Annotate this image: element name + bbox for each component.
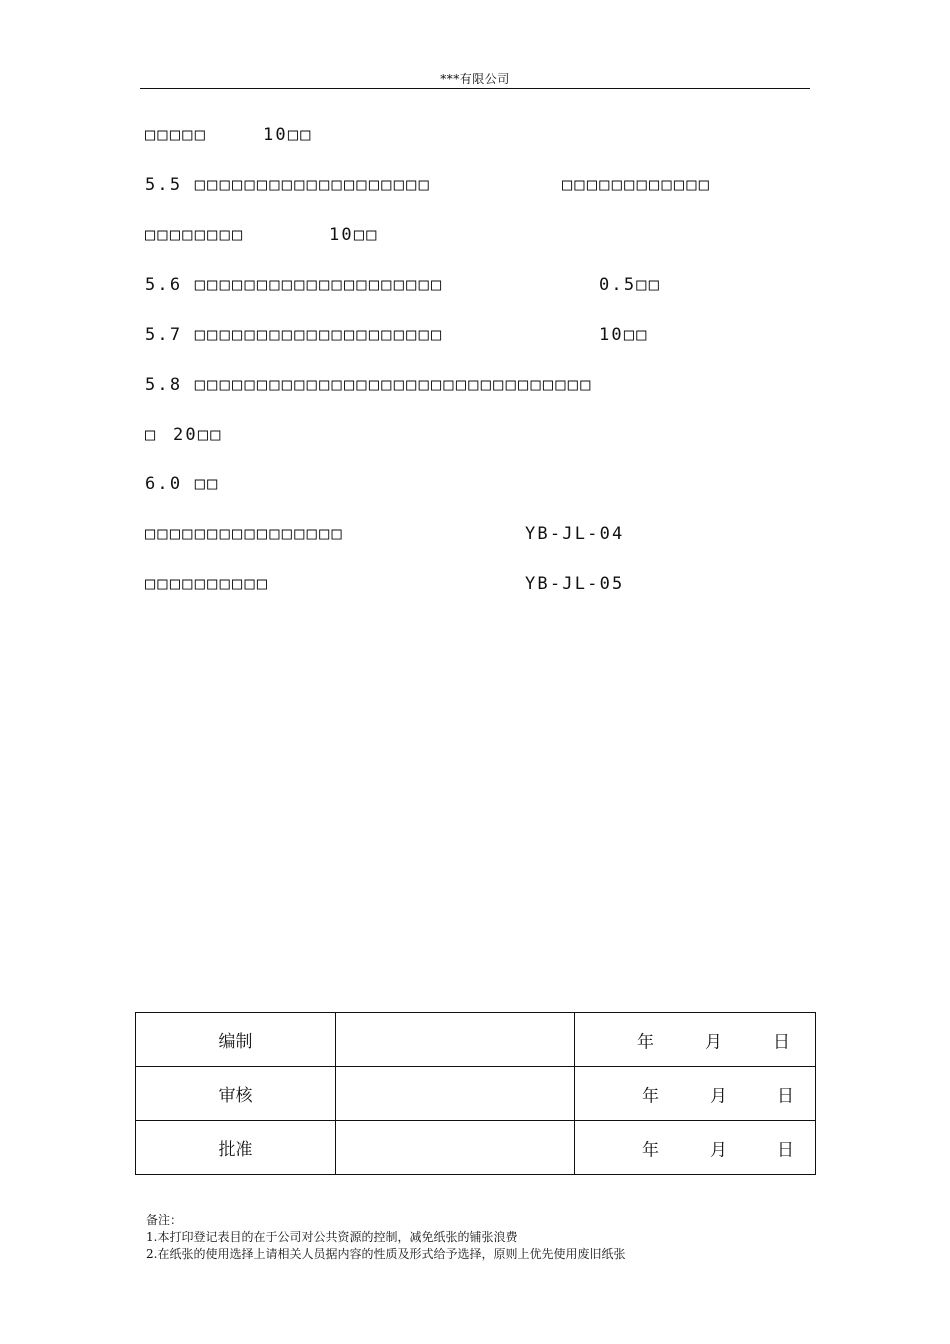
- record-code-04: YB-JL-04: [525, 524, 625, 544]
- day-label: 日: [777, 1086, 794, 1106]
- line-1-text: □□□□□: [145, 125, 208, 145]
- date-cell: [575, 1013, 816, 1067]
- signature-field: [336, 1013, 575, 1067]
- signature-row-compile: [136, 1013, 816, 1067]
- line-7-text: □: [145, 425, 158, 445]
- role-label: 编制: [136, 1013, 336, 1067]
- line-6-text: 5.8 □□□□□□□□□□□□□□□□□□□□□□□□□□□□□□□□: [145, 375, 593, 395]
- day-label: 日: [773, 1032, 790, 1052]
- header-divider: [140, 88, 810, 89]
- month-label: 月: [710, 1086, 727, 1106]
- line-4-value: 0.5□□: [599, 275, 662, 295]
- line-2-continuation: □□□□□□□□□□□□: [562, 175, 712, 195]
- date-cell: [575, 1121, 816, 1175]
- line-2-text: 5.5 □□□□□□□□□□□□□□□□□□□: [145, 175, 432, 195]
- date-cell: [575, 1067, 816, 1121]
- signature-row-review: [136, 1067, 816, 1121]
- year-label: 年: [642, 1086, 659, 1106]
- signature-field: [336, 1121, 575, 1175]
- line-3-text: □□□□□□□□: [145, 225, 245, 245]
- year-label: 年: [642, 1140, 659, 1160]
- day-label: 日: [777, 1140, 794, 1160]
- notes-title: 备注：: [146, 1213, 183, 1227]
- line-1-value: 10□□: [263, 125, 313, 145]
- line-5-value: 10□□: [599, 325, 649, 345]
- line-10-text: □□□□□□□□□□: [145, 574, 270, 594]
- line-4-text: 5.6 □□□□□□□□□□□□□□□□□□□□: [145, 275, 444, 295]
- month-label: 月: [705, 1032, 722, 1052]
- year-label: 年: [637, 1032, 654, 1052]
- signature-row-approve: [136, 1121, 816, 1175]
- note-item: 1.本打印登记表目的在于公司对公共资源的控制，减免纸张的铺张浪费: [146, 1230, 518, 1244]
- signature-field: [336, 1067, 575, 1121]
- role-label: 批准: [136, 1121, 336, 1175]
- notes-section: [146, 1212, 625, 1263]
- page-header-company: ***有限公司: [440, 72, 510, 86]
- line-5-text: 5.7 □□□□□□□□□□□□□□□□□□□□: [145, 325, 444, 345]
- line-7-value: 20□□: [173, 425, 223, 445]
- line-9-text: □□□□□□□□□□□□□□□□: [145, 524, 344, 544]
- record-code-05: YB-JL-05: [525, 574, 625, 594]
- signature-table: [135, 1012, 816, 1175]
- note-item: 2.在纸张的使用选择上请相关人员据内容的性质及形式给予选择，原则上优先使用废旧纸张: [146, 1247, 626, 1261]
- line-8-text: 6.0 □□: [145, 474, 220, 494]
- line-3-value: 10□□: [329, 225, 379, 245]
- month-label: 月: [710, 1140, 727, 1160]
- role-label: 审核: [136, 1067, 336, 1121]
